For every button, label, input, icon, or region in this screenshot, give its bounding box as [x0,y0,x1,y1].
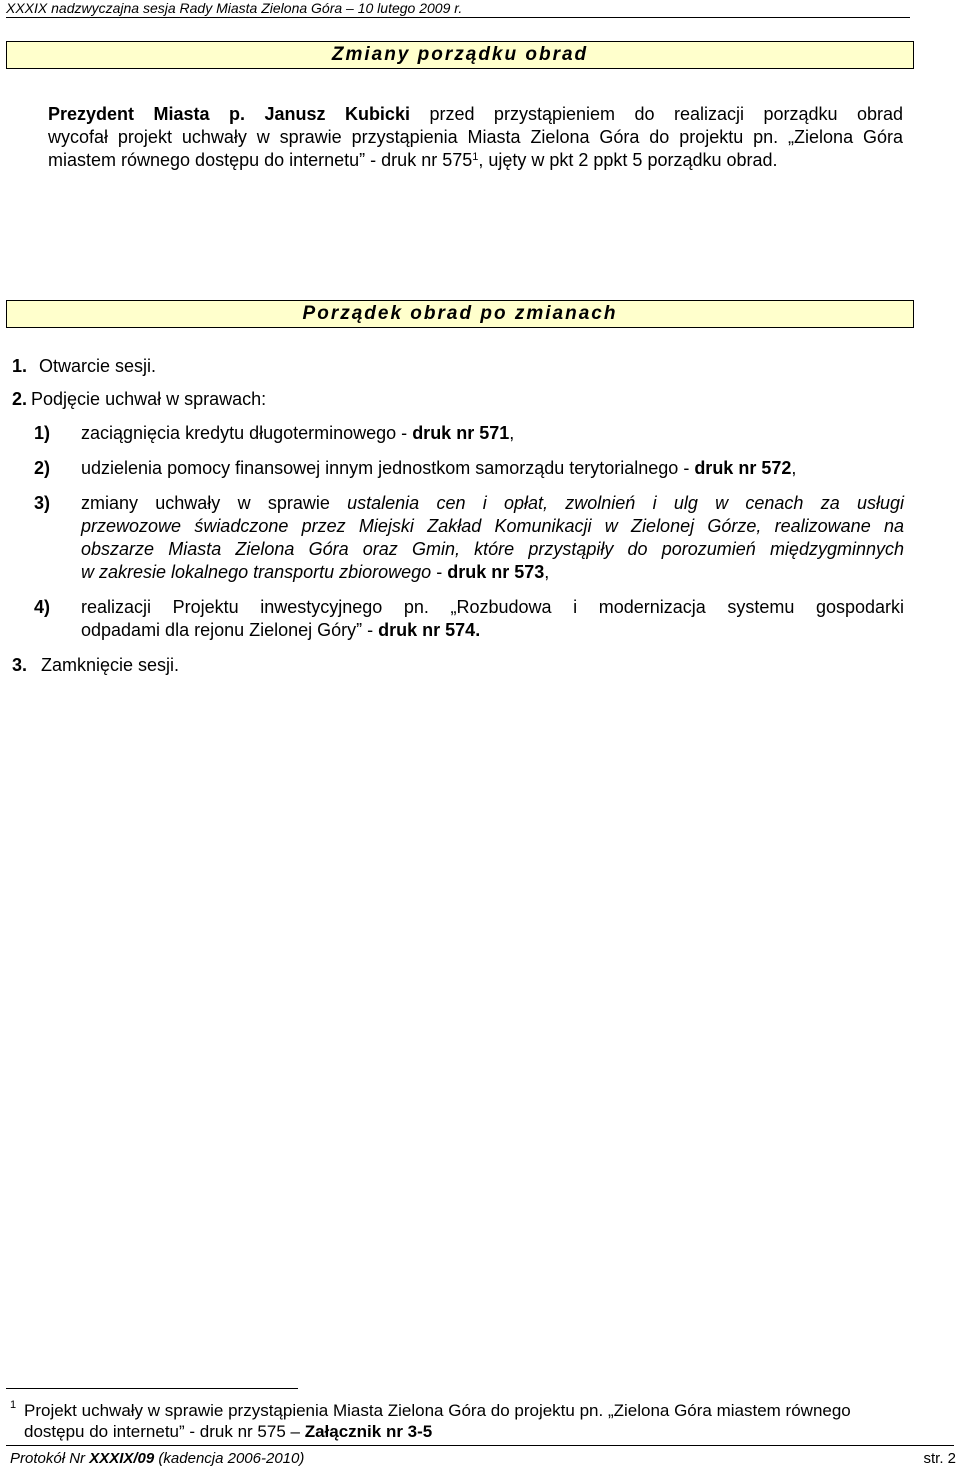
footer-protocol-number: XXXIX/09 [89,1450,155,1467]
sub-item-3-line-3-italic: obszarze Miasta Zielona Góra oraz Gmin, które przystąpiły do porozumień międzygminnych [81,539,904,559]
sub-item-3-line-3 [81,538,904,561]
intro-line-3-b: , ujęty w pkt 2 ppkt 5 porządku obrad. [478,150,778,170]
sub-item-4-druk: druk nr 574. [378,620,481,640]
footnote-line-2 [24,1421,432,1442]
intro-line-3 [48,149,903,172]
footer-protocol-term: (kadencja 2006-2010) [154,1450,305,1467]
sub-item-3-line-4-italic: w zakresie lokalnego transportu zbiorowego [81,562,432,582]
sub-item-3-line-4 [81,561,904,584]
sub-item-2-number: 2) [34,458,51,478]
footer-rule [6,1445,954,1446]
intro-line-3-a: miastem równego dostępu do internetu” - druk nr 575 [48,150,473,170]
agenda-item-3 [12,654,179,677]
agenda-item-3-text: Zamknięcie sesji. [41,655,180,675]
sub-item-2-end: , [791,458,797,478]
sub-item-2-text [81,457,904,480]
agenda-item-2 [12,388,266,411]
section-title-changes: Zmiany porządku obrad [6,41,914,69]
sub-item-2-druk: druk nr 572 [694,458,792,478]
sub-item-3-line-2 [81,515,904,538]
sub-item-3-line-1-italic: ustalenia cen i opłat, zwolnień i ulg w cenach za usługi [347,493,904,513]
sub-item-4-line-2-plain: odpadami dla rejonu Zielonej Góry” - [81,620,379,640]
sub-item-4-line-1: realizacji Projektu inwestycyjnego pn. „Rozbudowa i modernizacja systemu gospodarki [81,597,904,617]
footer-protocol-prefix: Protokół Nr [10,1450,90,1467]
sub-item-3-end: , [544,562,550,582]
agenda-item-1-text: Otwarcie sesji. [39,356,157,376]
sub-item-3-line-2-italic: przewozowe świadczone przez Miejski Zakład Komunikacji w Zielonej Górze, realizowane na [81,516,904,536]
intro-line-2: wycofał projekt uchwały w sprawie przystąpienia Miasta Zielona Góra do projektu pn. „Zielona Góra [48,127,903,147]
page-number: str. 2 [923,1450,956,1467]
header-rule [6,17,910,18]
footnote-line-2-plain: dostępu do internetu” - druk nr 575 – [24,1422,305,1441]
sub-item-3-line-1-plain: zmiany uchwały w sprawie [81,493,348,513]
sub-item-1-text [81,422,904,445]
sub-item-4-text [81,596,904,642]
agenda-item-3-number: 3. [12,655,28,675]
agenda-item-1 [12,355,156,378]
footnote-attachment: Załącznik nr 3-5 [304,1422,433,1441]
sub-item-2-plain: udzielenia pomocy finansowej innym jednostkom samorządu terytorialnego - [81,458,695,478]
agenda-item-1-number: 1. [12,356,28,376]
footnote-rule [6,1388,298,1389]
footer-protocol [10,1450,304,1467]
running-header: XXXIX nadzwyczajna sesja Rady Miasta Zielona Góra – 10 lutego 2009 r. [6,0,463,16]
sub-item-1-end: , [509,423,515,443]
sub-item-4-line-2 [81,619,904,642]
section-title-agenda: Porządek obrad po zmianach [6,300,914,328]
intro-paragraph [48,103,903,172]
intro-line-1-rest: przed przystąpieniem do realizacji porządku obrad [409,104,903,124]
sub-item-1-druk: druk nr 571 [412,423,510,443]
footnote-ref[interactable]: 1 [472,151,479,163]
agenda-item-2-text: Podjęcie uchwał w sprawach: [31,389,267,409]
intro-line-1 [48,103,903,126]
footnote-mark: 1 [10,1399,17,1411]
president-name: Prezydent Miasta p. Janusz Kubicki [48,104,410,124]
sub-item-4-number: 4) [34,597,51,617]
sub-item-1-number: 1) [34,423,51,443]
sub-item-3-line-1 [81,492,904,515]
agenda-item-2-number: 2. [12,389,28,409]
sub-item-3-text [81,492,904,584]
sub-item-3-line-4-plain: - [431,562,448,582]
sub-item-1-plain: zaciągnięcia kredytu długoterminowego - [81,423,413,443]
sub-item-3-druk: druk nr 573 [447,562,545,582]
footnote-line-1: Projekt uchwały w sprawie przystąpienia Miasta Zielona Góra do projektu pn. „Zielona Góra miastem równego [24,1401,851,1420]
sub-item-3-number: 3) [34,493,51,513]
